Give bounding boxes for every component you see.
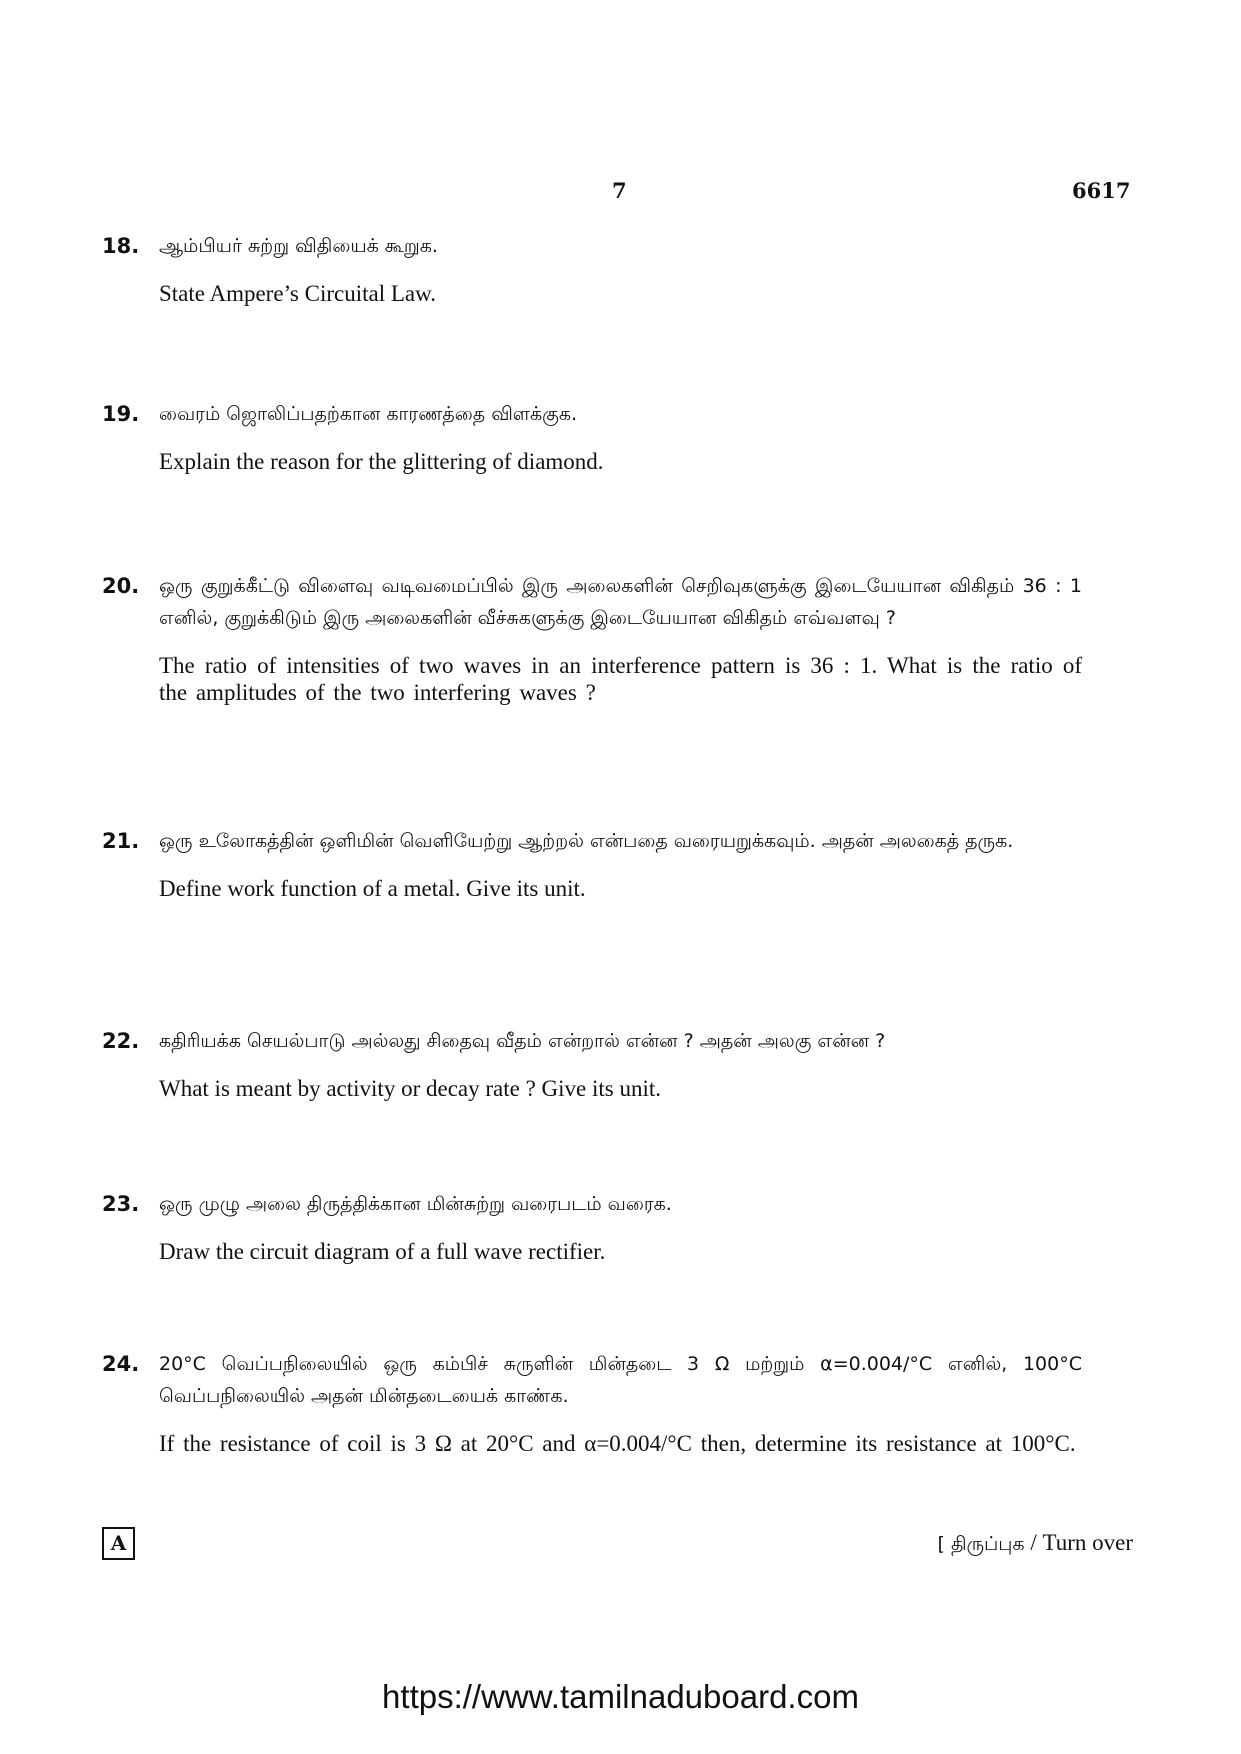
question-21 xyxy=(102,825,1082,902)
question-number: 21. xyxy=(102,829,140,853)
page-number: 7 xyxy=(612,178,627,203)
question-tamil-text: ஒரு குறுக்கீட்டு விளைவு வடிவமைப்பில் இரு அலைகளின் செறிவுகளுக்கு இடையேயான விகிதம் 36 : 1 எனில், குறுக்கிடும் இரு அலைகளின் வீச்சுகளுக்கு இடையேயான விகிதம் எவ்வளவு ? xyxy=(159,575,1082,629)
turn-over-english: Turn over xyxy=(1042,1530,1133,1555)
turn-over-tamil: [ திருப்புக xyxy=(937,1533,1025,1555)
question-english-text: If the resistance of coil is 3 Ω at 20°C and α=0.004/°C then, determine its resistance at 100°C. xyxy=(159,1431,1076,1456)
question-english-text: State Ampere’s Circuital Law. xyxy=(159,281,436,306)
question-number: 20. xyxy=(102,574,140,598)
question-english-text: Define work function of a metal. Give its unit. xyxy=(159,876,586,901)
question-tamil-text: ஒரு உலோகத்தின் ஒளிமின் வெளியேற்று ஆற்றல் என்பதை வரையறுக்கவும். அதன் அலகைத் தருக. xyxy=(159,830,1014,852)
question-tamil-text: கதிரியக்க செயல்பாடு அல்லது சிதைவு வீதம் என்றால் என்ன ? அதன் அலகு என்ன ? xyxy=(159,1030,886,1052)
question-18 xyxy=(102,230,1082,307)
question-22 xyxy=(102,1025,1082,1102)
question-english-text: The ratio of intensities of two waves in an interference pattern is 36 : 1. What is the ratio of the amplitudes of the two interfering waves ? xyxy=(159,653,1082,705)
question-tamil-text: வைரம் ஜொலிப்பதற்கான காரணத்தை விளக்குக. xyxy=(159,403,578,425)
question-number: 23. xyxy=(102,1192,140,1216)
footer-url: https://www.tamilnaduboard.com xyxy=(382,1678,859,1715)
question-tamil-text: ஆம்பியர் சுற்று விதியைக் கூறுக. xyxy=(159,235,438,257)
question-english-text: Draw the circuit diagram of a full wave rectifier. xyxy=(159,1239,606,1264)
question-number: 22. xyxy=(102,1029,140,1053)
question-20 xyxy=(102,570,1082,706)
question-24 xyxy=(102,1348,1082,1457)
question-tamil-text: 20°C வெப்பநிலையில் ஒரு கம்பிச் சுருளின் மின்தடை 3 Ω மற்றும் α=0.004/°C எனில், 100°C வெப்பநிலையில் அதன் மின்தடையைக் காண்க. xyxy=(159,1353,1082,1407)
question-number: 24. xyxy=(102,1352,140,1376)
question-number: 18. xyxy=(102,234,140,258)
paper-code: 6617 xyxy=(1072,178,1131,203)
question-tamil-text: ஒரு முழு அலை திருத்திக்கான மின்சுற்று வரைபடம் வரைக. xyxy=(159,1193,672,1215)
turn-over-note xyxy=(938,1530,1133,1558)
question-english-text: Explain the reason for the glittering of diamond. xyxy=(159,449,604,474)
question-19 xyxy=(102,398,1082,475)
turn-over-separator: / xyxy=(1024,1530,1043,1555)
question-23 xyxy=(102,1188,1082,1265)
series-stamp: A xyxy=(102,1527,135,1560)
question-english-text: What is meant by activity or decay rate ? Give its unit. xyxy=(159,1076,662,1101)
question-number: 19. xyxy=(102,402,140,426)
